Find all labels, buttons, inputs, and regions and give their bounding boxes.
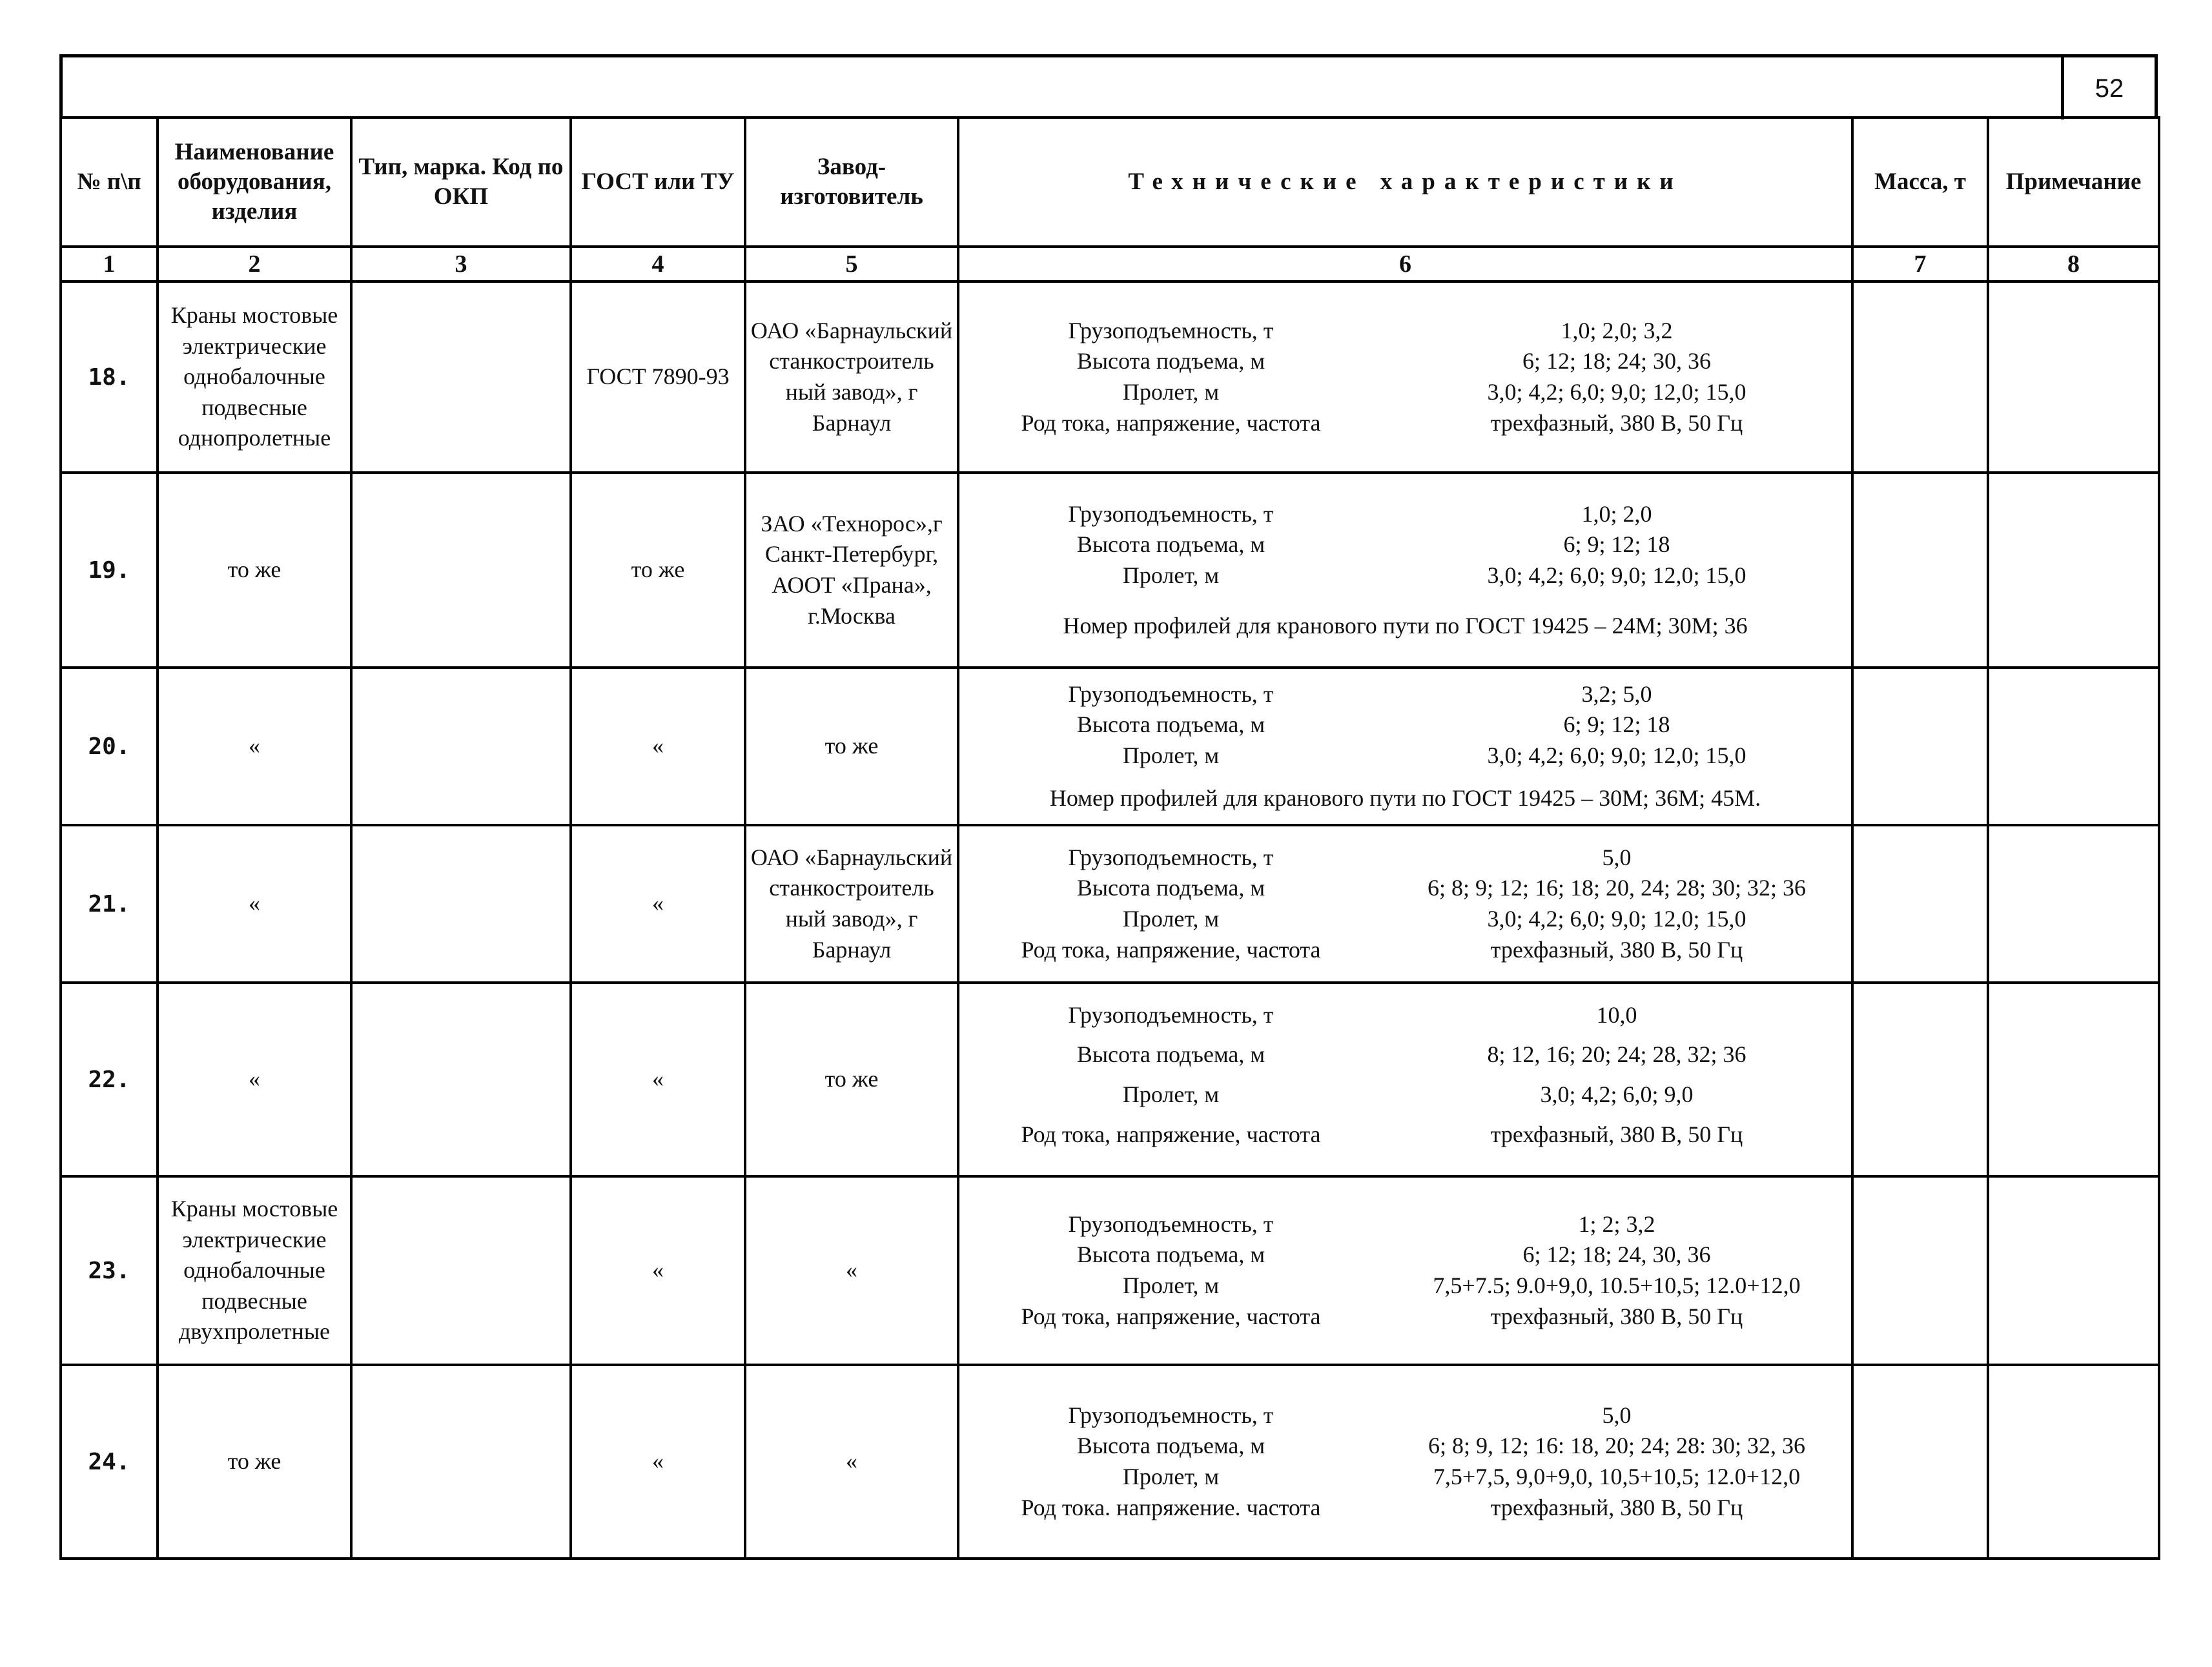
spec-key: Высота подъема, м xyxy=(1076,875,1265,901)
tech-specs xyxy=(958,983,1852,1176)
mass-cell xyxy=(1852,1365,1988,1559)
spec-value: трехфазный, 380 В, 50 Гц xyxy=(1490,1303,1743,1329)
spec-value: 1; 2; 3,2 xyxy=(1578,1211,1655,1237)
mass-cell xyxy=(1852,1176,1988,1365)
header-tech: Технические характеристики xyxy=(958,118,1852,247)
manufacturer: ОАО «Барнаульский станкостроитель ный завод», г Барнаул xyxy=(745,281,958,473)
header-num: № п\п xyxy=(61,118,158,247)
gost-ref: « xyxy=(571,983,745,1176)
spec-key: Род тока, напряжение, частота xyxy=(1021,1303,1321,1329)
spec-line xyxy=(959,741,1851,772)
spec-line xyxy=(959,408,1851,439)
spec-key: Пролет, м xyxy=(1122,742,1220,768)
table-row xyxy=(61,1176,2159,1365)
spec-line xyxy=(959,1462,1851,1493)
table-row xyxy=(61,281,2159,473)
spec-key: Пролет, м xyxy=(1122,1081,1220,1107)
manufacturer: ОАО «Барнаульский станкостроитель ный завод», г Барнаул xyxy=(745,825,958,983)
gost-ref: « xyxy=(571,825,745,983)
tech-specs xyxy=(958,473,1852,668)
spec-line xyxy=(959,1240,1851,1271)
header-maker: Завод-изготовитель xyxy=(745,118,958,247)
note-cell xyxy=(1988,281,2159,473)
spec-key: Высота подъема, м xyxy=(1076,348,1265,374)
column-number: 7 xyxy=(1852,247,1988,281)
spec-key: Пролет, м xyxy=(1122,906,1220,932)
spec-key: Пролет, м xyxy=(1122,379,1220,405)
spec-key: Род тока, напряжение, частота xyxy=(1021,409,1321,436)
page-header-bar xyxy=(59,54,2158,116)
type-code xyxy=(351,1176,571,1365)
spec-line xyxy=(959,1209,1851,1240)
gost-ref: ГОСТ 7890-93 xyxy=(571,281,745,473)
spec-value: 6; 12; 18; 24; 30, 36 xyxy=(1522,348,1711,374)
spec-key: Пролет, м xyxy=(1122,1273,1220,1298)
equipment-name: « xyxy=(158,983,351,1176)
equipment-name: Краны мостовые электрические однобалочные подвесные однопролетные xyxy=(158,281,351,473)
spec-line xyxy=(959,560,1851,591)
spec-key: Грузоподъемность, т xyxy=(1068,680,1274,707)
manufacturer: то же xyxy=(745,668,958,825)
row-number: 18. xyxy=(61,281,158,473)
type-code xyxy=(351,1365,571,1559)
spec-key: Пролет, м xyxy=(1122,562,1220,588)
header-gost: ГОСТ или ТУ xyxy=(571,118,745,247)
spec-key: Род тока, напряжение, частота xyxy=(1021,1121,1321,1147)
equipment-name: Краны мостовые электрические однобалочные подвесные двухпролетные xyxy=(158,1176,351,1365)
spec-key: Высота подъема, м xyxy=(1076,711,1265,738)
spec-value: 6; 9; 12; 18 xyxy=(1563,531,1670,558)
column-number: 4 xyxy=(571,247,745,281)
spec-line xyxy=(959,1000,1851,1031)
equipment-name: то же xyxy=(158,1365,351,1559)
spec-key: Грузоподъемность, т xyxy=(1068,500,1274,527)
spec-value: трехфазный, 380 В, 50 Гц xyxy=(1490,1121,1743,1147)
gost-ref: то же xyxy=(571,473,745,668)
column-number: 3 xyxy=(351,247,571,281)
spec-key: Высота подъема, м xyxy=(1076,531,1265,558)
spec-value: 5,0 xyxy=(1602,1402,1632,1428)
spec-key: Высота подъема, м xyxy=(1076,1242,1265,1268)
spec-value: 6; 8; 9, 12; 16: 18, 20; 24; 28: 30; 32, 36 xyxy=(1428,1433,1805,1459)
spec-line xyxy=(959,1431,1851,1462)
spec-key: Грузоподъемность, т xyxy=(1068,317,1274,343)
table-row xyxy=(61,473,2159,668)
manufacturer: ЗАО «Технорос»,г Санкт-Петербург, АООТ «Прана», г.Москва xyxy=(745,473,958,668)
spec-line xyxy=(959,529,1851,560)
table-row xyxy=(61,825,2159,983)
note-cell xyxy=(1988,1176,2159,1365)
spec-value: 3,0; 4,2; 6,0; 9,0; 12,0; 15,0 xyxy=(1487,379,1746,405)
spec-key: Род тока, напряжение, частота xyxy=(1021,936,1321,963)
rail-profile-note: Номер профилей для кранового пути по ГОСТ 19425 – 24М; 30М; 36 xyxy=(1063,612,1748,639)
row-number: 24. xyxy=(61,1365,158,1559)
spec-line xyxy=(959,1493,1851,1524)
tech-specs xyxy=(958,1365,1852,1559)
rail-profile-note: Номер профилей для кранового пути по ГОСТ 19425 – 30М; 36М; 45М. xyxy=(1049,784,1761,811)
row-number: 21. xyxy=(61,825,158,983)
type-code xyxy=(351,668,571,825)
spec-value: 3,0; 4,2; 6,0; 9,0; 12,0; 15,0 xyxy=(1487,562,1746,588)
mass-cell xyxy=(1852,281,1988,473)
mass-cell xyxy=(1852,473,1988,668)
note-cell xyxy=(1988,1365,2159,1559)
row-number: 19. xyxy=(61,473,158,668)
table-row xyxy=(61,668,2159,825)
spec-key: Пролет, м xyxy=(1122,1464,1220,1489)
page-number: 52 xyxy=(2061,57,2155,119)
header-mass: Масса, т xyxy=(1852,118,1988,247)
spec-line xyxy=(959,843,1851,874)
spec-value: трехфазный, 380 В, 50 Гц xyxy=(1490,1494,1743,1520)
spec-value: трехфазный, 380 В, 50 Гц xyxy=(1490,936,1743,963)
spec-line xyxy=(959,1039,1851,1070)
spec-line xyxy=(959,1120,1851,1151)
row-number: 22. xyxy=(61,983,158,1176)
spec-line xyxy=(959,935,1851,966)
column-number: 5 xyxy=(745,247,958,281)
manufacturer: « xyxy=(745,1176,958,1365)
spec-value: 7,5+7,5, 9,0+9,0, 10,5+10,5; 12.0+12,0 xyxy=(1433,1464,1801,1489)
header-note: Примечание xyxy=(1988,118,2159,247)
spec-value: 3,0; 4,2; 6,0; 9,0 xyxy=(1540,1081,1694,1107)
tech-specs xyxy=(958,668,1852,825)
header-name: Наименование оборудования, изделия xyxy=(158,118,351,247)
manufacturer: « xyxy=(745,1365,958,1559)
spec-value: 7,5+7.5; 9.0+9,0, 10.5+10,5; 12.0+12,0 xyxy=(1433,1273,1801,1298)
mass-cell xyxy=(1852,825,1988,983)
spec-line xyxy=(959,710,1851,741)
manufacturer: то же xyxy=(745,983,958,1176)
type-code xyxy=(351,473,571,668)
table-row xyxy=(61,1365,2159,1559)
spec-value: 10,0 xyxy=(1596,1001,1637,1028)
mass-cell xyxy=(1852,668,1988,825)
column-number: 1 xyxy=(61,247,158,281)
type-code xyxy=(351,825,571,983)
spec-key: Грузоподъемность, т xyxy=(1068,1402,1274,1428)
tech-specs xyxy=(958,1176,1852,1365)
spec-line xyxy=(959,346,1851,377)
spec-key: Высота подъема, м xyxy=(1076,1433,1265,1459)
spec-value: 6; 12; 18; 24, 30, 36 xyxy=(1522,1242,1711,1268)
table-row xyxy=(61,983,2159,1176)
spec-value: трехфазный, 380 В, 50 Гц xyxy=(1490,409,1743,436)
spec-value: 6; 8; 9; 12; 16; 18; 20, 24; 28; 30; 32; 36 xyxy=(1427,875,1807,901)
spec-line xyxy=(959,904,1851,935)
spec-key: Грузоподъемность, т xyxy=(1068,844,1274,870)
type-code xyxy=(351,983,571,1176)
equipment-name: « xyxy=(158,825,351,983)
column-number-row xyxy=(61,247,2159,281)
row-number: 23. xyxy=(61,1176,158,1365)
header-row xyxy=(61,118,2159,247)
spec-line xyxy=(959,873,1851,904)
equipment-name: то же xyxy=(158,473,351,668)
spec-line xyxy=(959,1302,1851,1333)
gost-ref: « xyxy=(571,668,745,825)
spec-key: Род тока. напряжение. частота xyxy=(1021,1494,1321,1520)
spec-line xyxy=(959,1079,1851,1110)
column-number: 2 xyxy=(158,247,351,281)
spec-line xyxy=(959,1400,1851,1431)
spec-value: 3,0; 4,2; 6,0; 9,0; 12,0; 15,0 xyxy=(1487,742,1746,768)
mass-cell xyxy=(1852,983,1988,1176)
spec-key: Грузоподъемность, т xyxy=(1068,1001,1274,1028)
spec-value: 3,2; 5,0 xyxy=(1581,680,1652,707)
row-number: 20. xyxy=(61,668,158,825)
tech-specs xyxy=(958,281,1852,473)
type-code xyxy=(351,281,571,473)
spec-key: Грузоподъемность, т xyxy=(1068,1211,1274,1237)
spec-line xyxy=(959,1271,1851,1302)
spec-line xyxy=(959,679,1851,710)
note-cell xyxy=(1988,473,2159,668)
column-number: 6 xyxy=(958,247,1852,281)
spec-value: 3,0; 4,2; 6,0; 9,0; 12,0; 15,0 xyxy=(1487,906,1746,932)
note-cell xyxy=(1988,983,2159,1176)
equipment-table xyxy=(59,116,2160,1560)
gost-ref: « xyxy=(571,1176,745,1365)
spec-line xyxy=(959,499,1851,530)
tech-specs xyxy=(958,825,1852,983)
note-cell xyxy=(1988,825,2159,983)
spec-value: 1,0; 2,0; 3,2 xyxy=(1561,317,1673,343)
spec-line xyxy=(959,316,1851,347)
spec-value: 8; 12, 16; 20; 24; 28, 32; 36 xyxy=(1487,1041,1746,1068)
column-number: 8 xyxy=(1988,247,2159,281)
spec-key: Высота подъема, м xyxy=(1076,1041,1265,1068)
spec-value: 1,0; 2,0 xyxy=(1581,500,1652,527)
spec-value: 6; 9; 12; 18 xyxy=(1563,711,1670,738)
spec-line xyxy=(959,377,1851,408)
note-cell xyxy=(1988,668,2159,825)
spec-value: 5,0 xyxy=(1602,844,1632,870)
header-type: Тип, марка. Код по ОКП xyxy=(351,118,571,247)
gost-ref: « xyxy=(571,1365,745,1559)
equipment-name: « xyxy=(158,668,351,825)
